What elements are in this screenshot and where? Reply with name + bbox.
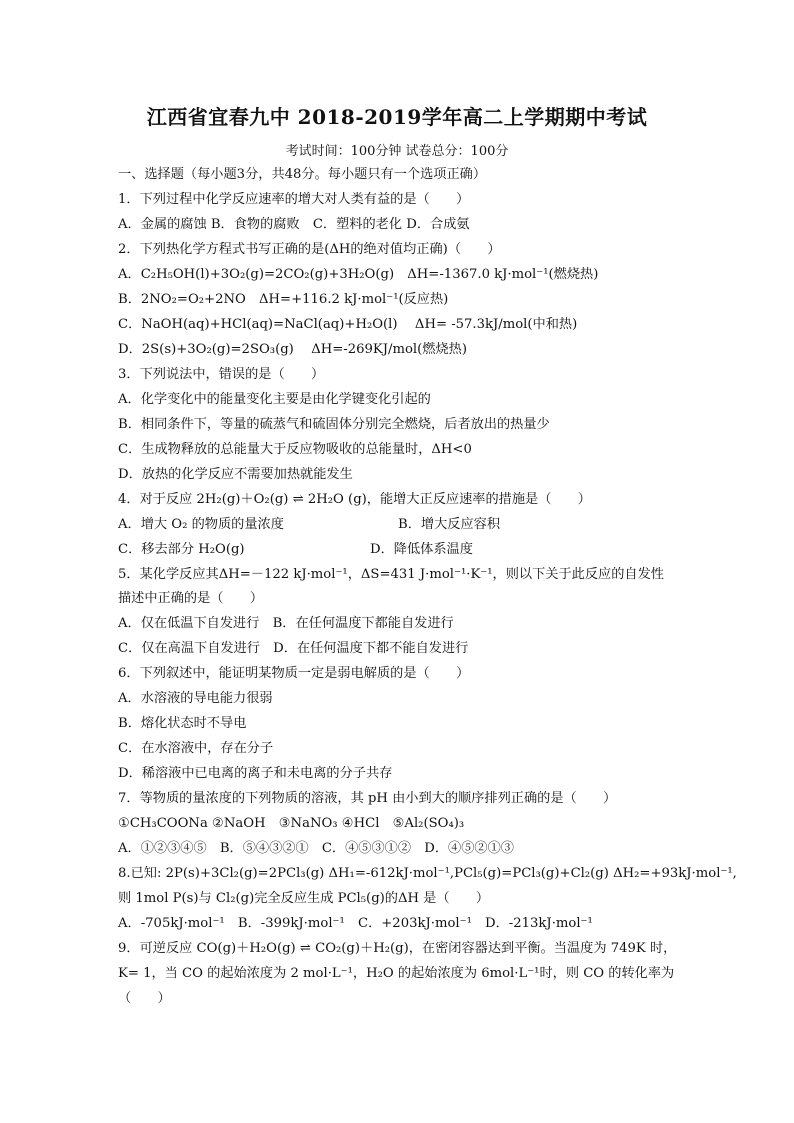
q5-stem-line1: 5．某化学反应其ΔH=－122 kJ·mol⁻¹，ΔS=431 J·mol⁻¹·K⁻¹，则以下关于此反应的自发性 [118,567,664,582]
q5-stem-line2: 描述中正确的是（ ） [118,591,264,606]
q5-options-ab: A．仅在低温下自发进行 B．在任何温度下都能自发进行 [118,616,454,631]
q4-stem: 4．对于反应 2H₂(g)＋O₂(g) ⇌ 2H₂O (g)，能增大正反应速率的措施是（ ） [118,492,591,507]
q7-items: ①CH₃COONa ②NaOH ③NaNO₃ ④HCl ⑤Al₂(SO₄)₃ [118,816,465,831]
q2-option-b: B．2NO₂=O₂+2NO ΔH=+116.2 kJ·mol⁻¹(反应热) [118,292,449,307]
exam-info: 考试时间：100分钟 试卷总分：100分 [285,144,509,159]
q3-option-c: C．生成物释放的总能量大于反应物吸收的总能量时，ΔH<0 [118,442,472,457]
q6-option-a: A．水溶液的导电能力很弱 [118,691,273,706]
q3-option-b: B．相同条件下，等量的硫蒸气和硫固体分别完全燃烧，后者放出的热量少 [118,417,550,432]
q2-option-c: C．NaOH(aq)+HCl(aq)=NaCl(aq)+H₂O(l) ΔH= -57.3kJ/mol(中和热) [118,317,578,332]
q9-stem-line1: 9．可逆反应 CO(g)＋H₂O(g) ⇌ CO₂(g)＋H₂(g)，在密闭容器达到平衡。当温度为 749K 时， [118,941,677,956]
q2-option-d: D．2S(s)+3O₂(g)=2SO₃(g) ΔH=-269KJ/mol(燃烧热) [118,342,467,357]
section-header: 一、选择题（每小题3分，共48分。每小题只有一个选项正确） [118,167,487,182]
q6-option-c: C．在水溶液中，存在分子 [118,741,274,756]
q4-option-a: A．增大 O₂ 的物质的量浓度 [118,517,284,532]
q2-option-a: A．C₂H₅OH(l)+3O₂(g)=2CO₂(g)+3H₂O(g) ΔH=-1367.0 kJ·mol⁻¹(燃烧热) [118,267,599,282]
q6-stem: 6．下列叙述中，能证明某物质一定是弱电解质的是（ ） [118,666,470,681]
q1-options: A．金属的腐蚀 B．食物的腐败 C．塑料的老化 D．合成氨 [118,217,470,232]
q4-option-c: C．移去部分 H₂O(g) [118,542,245,557]
q4-option-b: B．增大反应容积 [398,517,501,532]
q5-options-cd: C．仅在高温下自发进行 D．在任何温度下都不能自发进行 [118,641,469,656]
q8-stem-line1: 8.已知: 2P(s)+3Cl₂(g)=2PCl₃(g) ΔH₁=-612kJ·mol⁻¹,PCl₅(g)=PCl₃(g)+Cl₂(g) ΔH₂=+93kJ·mol⁻¹, [118,866,737,881]
q9-stem-line2: K= 1，当 CO 的起始浓度为 2 mol·L⁻¹，H₂O 的起始浓度为 6mol·L⁻¹时，则 CO 的转化率为 [118,966,675,981]
q2-stem: 2．下列热化学方程式书写正确的是(ΔH的绝对值均正确)（ ） [118,242,501,257]
q3-option-a: A．化学变化中的能量变化主要是由化学键变化引起的 [118,392,431,407]
q9-stem-line3: （ ） [118,991,171,1006]
q3-stem: 3．下列说法中，错误的是（ ） [118,367,325,382]
q4-option-d: D．降低体系温度 [370,542,473,557]
q1-stem: 1．下列过程中化学反应速率的增大对人类有益的是（ ） [118,192,470,207]
q7-stem: 7．等物质的量浓度的下列物质的溶液，其 pH 由小到大的顺序排列正确的是（ ） [118,791,617,806]
page-title: 江西省宜春九中 2018-2019学年高二上学期期中考试 [146,105,648,129]
q3-option-d: D．放热的化学反应不需要加热就能发生 [118,467,353,482]
q8-options: A．-705kJ·mol⁻¹ B．-399kJ·mol⁻¹ C．+203kJ·mol⁻¹ D．-213kJ·mol⁻¹ [118,916,593,931]
q6-option-b: B．熔化状态时不导电 [118,716,247,731]
q7-options: A．①②③④⑤ B．⑤④③②① C．④⑤③①② D．④⑤②①③ [118,841,514,856]
q6-option-d: D．稀溶液中已电离的离子和未电离的分子共存 [118,766,393,781]
q8-stem-line2: 则 1mol P(s)与 Cl₂(g)完全反应生成 PCl₅(g)的ΔH 是（ ） [118,891,490,906]
